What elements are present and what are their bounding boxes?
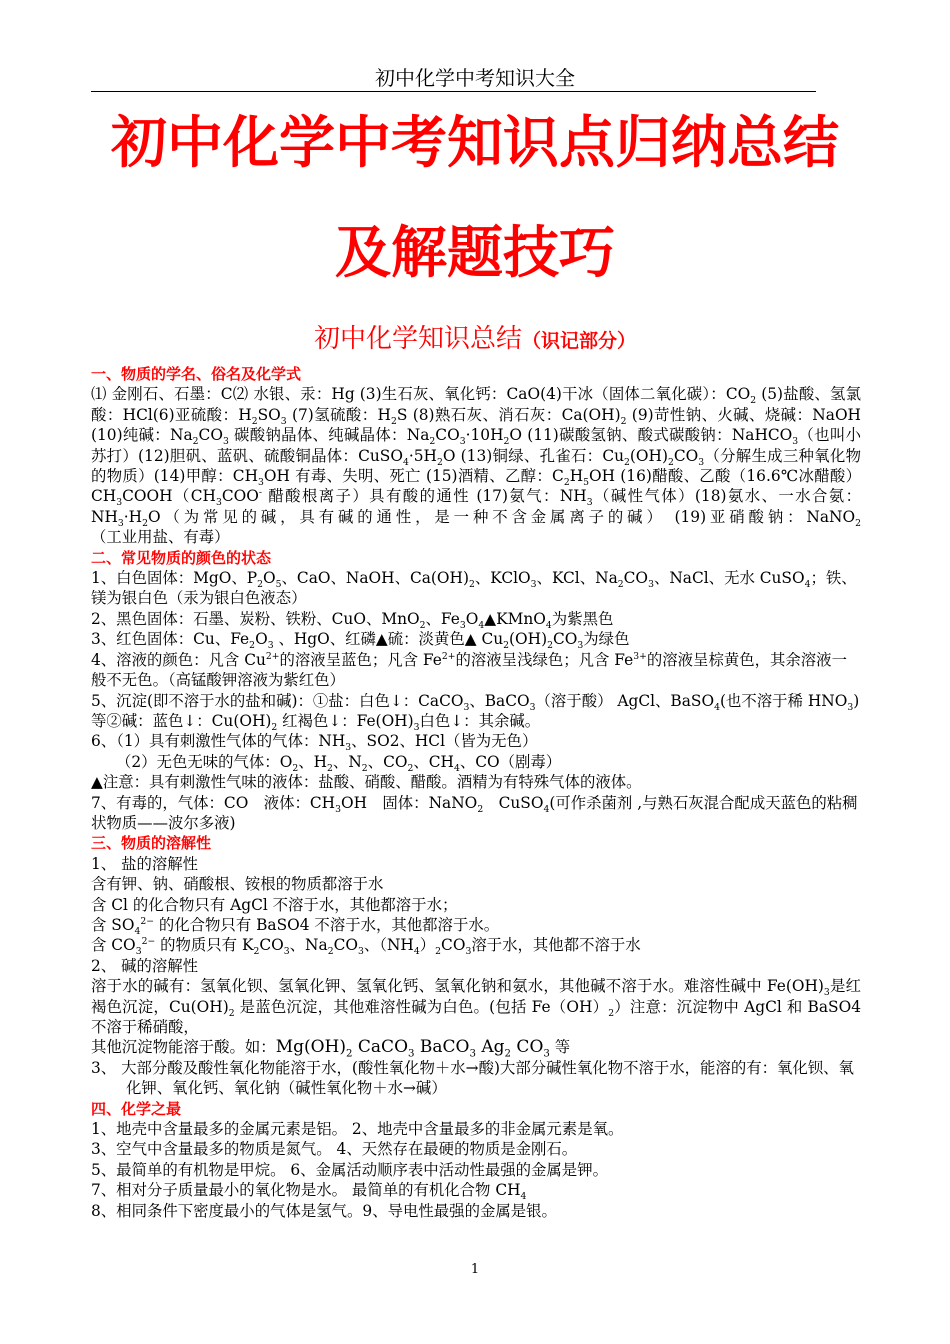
paragraph-records-4: 7、相对分子质量最小的氧化物是水。 最简单的有机化合物 $CH_4$ xyxy=(91,1181,527,1203)
paragraph-colors-6b: （2）无色无味的气体：$O_2$、$H_2$、$N_2$、$CO_2$、$CH_4$、CO（剧毒） xyxy=(116,752,562,774)
page-number: 1 xyxy=(470,1262,480,1277)
paragraph-solubility-1b: 含 Cl 的化合物只有 AgCl 不溶于水，其他都溶于水； xyxy=(91,895,458,914)
section-heading-solubility: 三、物质的溶解性 xyxy=(91,834,212,853)
paragraph-solubility-1c: 含 $SO_4^{2-}$ 的化合物只有 BaSO4 不溶于水，其他都溶于水。 xyxy=(91,915,500,938)
header-rule xyxy=(91,91,816,92)
paragraph-records-2: 3、空气中含量最多的物质是氮气。 4、天然存在最硬的物质是金刚石。 xyxy=(91,1140,578,1159)
running-header: 初中化学中考知识大全 xyxy=(375,66,575,90)
main-title-line-2: 及解题技巧 xyxy=(335,221,615,286)
paragraph-solubility-1: 1、 盐的溶解性 xyxy=(91,854,199,873)
sub-title-main: 初中化学知识总结 xyxy=(313,324,522,354)
paragraph-records-3: 5、最简单的有机物是甲烷。 6、金属活动顺序表中活动性最强的金属是钾。 xyxy=(91,1160,608,1179)
paragraph-colors-6: 6、（1）具有刺激性气体的气体：$NH_3$、SO2、HCl（皆为无色） xyxy=(91,732,538,754)
section-heading-colors: 二、常见物质的颜色的状态 xyxy=(91,548,272,567)
body-text xyxy=(91,364,861,1221)
paragraph-colors-4: 4、溶液的颜色：凡含 $Cu^{2+}$的溶液呈蓝色；凡含 $Fe^{2+}$的溶液呈浅绿色；凡含 $Fe^{3+}$的溶液呈棕黄色，其余溶液一般不无色。（高锰酸钾溶液为紫红色） xyxy=(91,650,847,690)
section-heading-records: 四、化学之最 xyxy=(91,1099,182,1118)
sub-title xyxy=(0,322,950,358)
paragraph-colors-3: 3、红色固体：Cu、$Fe_2O_3$ 、HgO、红磷▲硫：淡黄色▲ $Cu_2(OH)_2CO_3$为绿色 xyxy=(91,630,630,652)
main-title-line-1: 初中化学中考知识点归纳总结 xyxy=(111,111,839,176)
paragraph-solubility-2: 2、 碱的溶解性 xyxy=(91,956,199,975)
paragraph-solubility-1a: 含有钾、钠、硝酸根、铵根的物质都溶于水 xyxy=(91,875,384,894)
section-heading-names: 一、物质的学名、俗名及化学式 xyxy=(91,365,302,383)
paragraph-colors-2: 2、黑色固体：石墨、炭粉、铁粉、CuO、MnO$_2$、$Fe_3O_4▲KMnO_4$为紫黑色 xyxy=(91,609,614,631)
paragraph-colors-note: ▲注意：具有刺激性气味的液体：盐酸、硝酸、醋酸。酒精为有特殊气体的液体。 xyxy=(91,773,642,792)
paragraph-solubility-3: 3、 大部分酸及酸性氧化物能溶于水，(酸性氧化物＋水→酸)大部分碱性氧化物不溶于水，能溶的有：氧化钡、氧化钾、氧化钙、氧化钠（碱性氧化物＋水→碱） xyxy=(91,1058,854,1098)
paragraph-colors-5: 5、沉淀(即不溶于水的盐和碱)：①盐：白色↓：CaCO$_3$、BaCO$_3$（溶于酸） AgCl、BaSO$_4$(也不溶于稀 $HNO_3$) 等②碱：蓝色↓：$Cu(OH)_2$ 红褐色↓：$Fe(OH)_3$白色↓：其余碱。 xyxy=(91,691,860,733)
sub-title-note: （识记部分） xyxy=(522,330,637,352)
paragraph-solubility-2b: 其他沉淀物能溶于酸。如：$Mg(OH)_2$ CaCO$_3$ BaCO$_3$ $Ag_2$ $CO_3$ 等 xyxy=(91,1037,571,1060)
paragraph-records-1: 1、地壳中含量最多的金属元素是铝。 2、地壳中含量最多的非金属元素是氧。 xyxy=(91,1120,624,1139)
paragraph-solubility-1d: 含 $CO_3^{2-}$ 的物质只有 $K_2CO_3$、$Na_2CO_3$、$(NH_4)_2CO_3$溶于水，其他都不溶于水 xyxy=(91,936,641,958)
paragraph-colors-1: 1、白色固体：MgO、$P_2O_5$、CaO、NaOH、$Ca(OH)_2$、KClO$_3$、KCl、$Na_2CO_3$、NaCl、无水 CuSO$_4$；铁、镁为银白色（汞为银白色液态） xyxy=(91,569,857,608)
paragraph-names: ⑴ 金刚石、石墨：C⑵ 水银、汞：Hg (3)生石灰、氧化钙：CaO(4)干冰（固体二氧化碳）：$CO_2$ (5)盐酸、氢氯酸：HCl(6)亚硫酸：$H_2SO_3$ (7)氢硫酸：$H_2S$ (8)熟石灰、消石灰：$Ca(OH)_2$ (9)苛性钠、火碱、烧碱：NaOH (10)纯碱：$Na_2CO_3$ 碳酸钠晶体、纯碱晶体：$Na_2CO_3\cdot 10H_2O$ (11)碳酸氢钠、酸式碳酸钠：NaHCO$_3$（也叫小苏打）(12)胆矾、蓝矾、硫酸铜晶体：$CuSO_4\cdot 5H_2O$ (13)铜绿、孔雀石：$Cu_2(OH)_2CO_3$（分解生成三种氧化物的物质）(14)甲醇：$CH_3OH$ 有毒、失明、死亡 (15)酒精、乙醇：$C_2H_5OH$ (16)醋酸、乙酸（16.6℃冰醋酸）$CH_3COOH(CH_3COO^-$ 醋酸根离子）具有酸的通性 (17)氨气：$NH_3$（碱性气体）(18)氨水、一水合氨：$NH_3\cdot H_2O$（为常见的碱，具有碱的通性，是一种不含金属离子的碱） (19)亚硝酸钠：NaNO$_2$（工业用盐、有毒） xyxy=(91,385,861,547)
paragraph-records-5: 8、相同条件下密度最小的气体是氢气。9、导电性最强的金属是银。 xyxy=(91,1201,557,1220)
paragraph-solubility-2a: 溶于水的碱有：氢氧化钡、氢氧化钾、氢氧化钙、氢氧化钠和氨水，其他碱不溶于水。难溶性碱中 $Fe(OH)_3$是红褐色沉淀，$Cu(OH)_2$ 是蓝色沉淀，其他难溶性碱为白色。(包括 $Fe(OH)_2$）注意：沉淀物中 AgCl 和 BaSO4 不溶于稀硝酸， xyxy=(91,977,861,1036)
paragraph-colors-7: 7、有毒的，气体：CO 液体：$CH_3OH$ 固体：NaNO$_2$ CuSO$_4$(可作杀菌剂 ,与熟石灰混合配成天蓝色的粘稠状物质——波尔多液) xyxy=(91,793,858,832)
